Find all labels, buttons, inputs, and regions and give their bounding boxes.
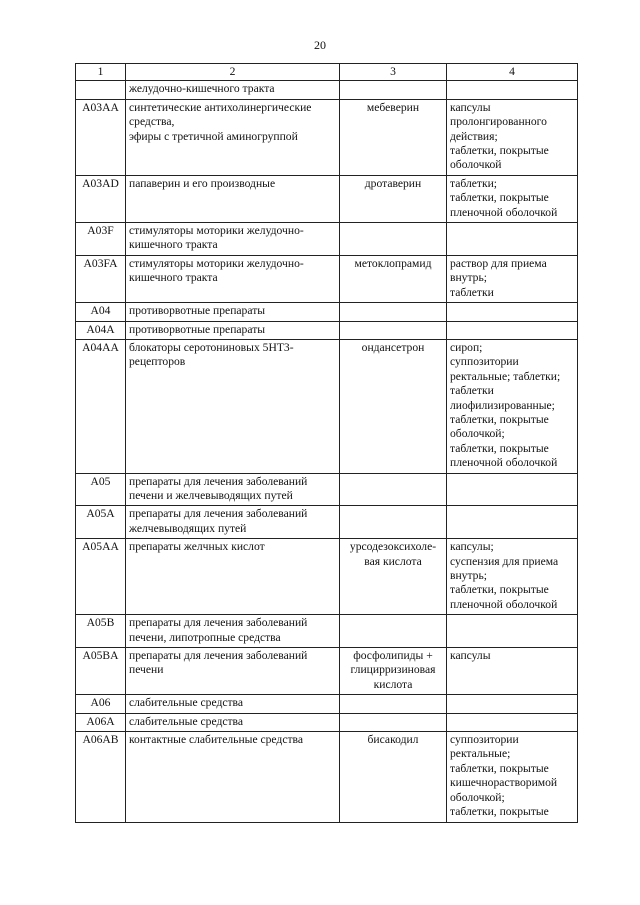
drug-name-cell xyxy=(340,321,447,339)
table-row xyxy=(76,321,578,339)
atc-code-cell-text: A06AB xyxy=(82,733,119,747)
table-row xyxy=(76,695,578,713)
group-name-cell-text: слабительные средства xyxy=(129,714,244,728)
group-name-cell-text: стимуляторы моторики желудочно- кишечного тракта xyxy=(129,224,304,252)
drug-name-cell xyxy=(340,303,447,321)
dosage-form-cell-text: капсулы; суспензия для приема внутрь; таблетки, покрытые пленочной оболочкой xyxy=(450,540,559,611)
group-name-cell-text: препараты для лечения заболеваний печени и желчевыводящих путей xyxy=(129,474,308,502)
group-name-cell-text: синтетические антихолинергические средства, эфиры с третичной аминогруппой xyxy=(129,100,312,143)
group-name-cell-text: папаверин и его производные xyxy=(129,176,276,190)
drug-name-cell-text: мебеверин xyxy=(366,100,420,114)
dosage-form-cell xyxy=(447,303,578,321)
table-row xyxy=(76,99,578,175)
atc-code-cell-text: A06 xyxy=(90,696,111,710)
group-name-cell-text: препараты для лечения заболеваний печени, липотропные средства xyxy=(129,616,308,644)
group-name-cell-text: противорвотные препараты xyxy=(129,322,266,336)
group-name-cell xyxy=(126,695,340,713)
table-row xyxy=(76,539,578,615)
drug-name-cell xyxy=(340,648,447,695)
group-name-cell xyxy=(126,223,340,256)
dosage-form-cell-text: капсулы пролонгированного действия; таблетки, покрытые оболочкой xyxy=(450,100,549,172)
drug-name-cell xyxy=(340,99,447,175)
group-name-cell xyxy=(126,321,340,339)
group-name-cell xyxy=(126,539,340,615)
atc-code-cell-text: A03F xyxy=(87,224,114,238)
page-number: 20 xyxy=(314,38,326,52)
group-name-cell xyxy=(126,81,340,99)
dosage-form-cell xyxy=(447,732,578,822)
group-name-cell xyxy=(126,473,340,506)
group-name-cell-text: препараты желчных кислот xyxy=(129,540,265,554)
atc-code-cell xyxy=(76,175,126,222)
atc-code-cell xyxy=(76,81,126,99)
atc-code-cell xyxy=(76,473,126,506)
group-name-cell xyxy=(126,615,340,648)
group-name-cell-text: блокаторы серотониновых 5НТ3- рецепторов xyxy=(129,340,294,369)
drug-name-cell xyxy=(340,732,447,822)
atc-code-cell-text: A03AA xyxy=(82,100,119,114)
drug-name-cell-text: метоклопрамид xyxy=(354,256,432,270)
dosage-form-cell-text: раствор для приема внутрь; таблетки xyxy=(450,256,547,299)
group-name-cell xyxy=(126,175,340,222)
dosage-form-cell xyxy=(447,339,578,473)
dosage-form-cell-text: суппозитории ректальные; таблетки, покрытые кишечнорастворимой оболочкой; таблетки, покрытые xyxy=(450,733,558,819)
atc-code-cell-text: A03AD xyxy=(82,176,119,190)
drug-name-cell xyxy=(340,506,447,539)
group-name-cell xyxy=(126,303,340,321)
drug-table xyxy=(75,63,578,823)
drug-name-cell-text: дротаверин xyxy=(364,176,422,190)
group-name-cell-text: контактные слабительные средства xyxy=(129,733,304,747)
group-name-cell-text: слабительные средства xyxy=(129,696,244,710)
drug-name-cell xyxy=(340,539,447,615)
dosage-form-cell xyxy=(447,175,578,222)
atc-code-cell xyxy=(76,695,126,713)
table-row xyxy=(76,648,578,695)
atc-code-cell xyxy=(76,732,126,822)
dosage-form-cell xyxy=(447,81,578,99)
atc-code-cell-text: A05AA xyxy=(82,540,119,554)
dosage-form-cell xyxy=(447,539,578,615)
table-row xyxy=(76,615,578,648)
atc-code-cell-text: A03FA xyxy=(83,256,118,270)
column-header-2: 2 xyxy=(126,64,340,81)
atc-code-cell xyxy=(76,303,126,321)
atc-code-cell xyxy=(76,321,126,339)
drug-name-cell xyxy=(340,473,447,506)
group-name-cell xyxy=(126,648,340,695)
column-header-1: 1 xyxy=(76,64,126,81)
drug-name-cell-text: бисакодил xyxy=(367,733,419,747)
atc-code-cell xyxy=(76,648,126,695)
group-name-cell xyxy=(126,506,340,539)
dosage-form-cell xyxy=(447,99,578,175)
table-row xyxy=(76,473,578,506)
drug-name-cell xyxy=(340,81,447,99)
dosage-form-cell xyxy=(447,695,578,713)
group-name-cell-text: препараты для лечения заболеваний желчевыводящих путей xyxy=(129,507,308,535)
atc-code-cell xyxy=(76,615,126,648)
dosage-form-cell xyxy=(447,321,578,339)
group-name-cell-text: препараты для лечения заболеваний печени xyxy=(129,649,308,677)
table-row xyxy=(76,303,578,321)
dosage-form-cell xyxy=(447,223,578,256)
atc-code-cell-text: A05 xyxy=(90,474,111,488)
group-name-cell xyxy=(126,732,340,822)
dosage-form-cell-text: таблетки; таблетки, покрытые пленочной оболочкой xyxy=(450,176,558,219)
atc-code-cell xyxy=(76,506,126,539)
atc-code-cell-text: A04A xyxy=(86,322,115,336)
table-body xyxy=(76,81,578,822)
drug-name-cell xyxy=(340,223,447,256)
dosage-form-cell xyxy=(447,615,578,648)
table-header-row xyxy=(76,64,578,81)
table-row xyxy=(76,732,578,822)
group-name-cell xyxy=(126,255,340,302)
dosage-form-cell xyxy=(447,713,578,731)
dosage-form-cell xyxy=(447,473,578,506)
group-name-cell-text: противорвотные препараты xyxy=(129,304,266,318)
column-header-4: 4 xyxy=(447,64,578,81)
drug-name-cell-text: ондансетрон xyxy=(361,340,425,354)
table-row xyxy=(76,339,578,473)
atc-code-cell-text: A06A xyxy=(86,714,115,728)
atc-code-cell-text: A04AA xyxy=(82,340,119,354)
dosage-form-cell-text: сироп; суппозитории ректальные; таблетки; таблетки лиофилизированные; таблетки, покрытые оболочкой; таблетки, покрытые пленочной оболочкой xyxy=(450,340,561,470)
group-name-cell-text: стимуляторы моторики желудочно- кишечного тракта xyxy=(129,256,304,285)
atc-code-cell-text: A05A xyxy=(86,507,115,521)
column-header-3: 3 xyxy=(340,64,447,81)
atc-code-cell xyxy=(76,339,126,473)
atc-code-cell-text: A05BA xyxy=(82,649,119,663)
atc-code-cell-text: A04 xyxy=(90,304,111,318)
group-name-cell xyxy=(126,713,340,731)
drug-name-cell xyxy=(340,713,447,731)
table-row xyxy=(76,506,578,539)
group-name-cell xyxy=(126,339,340,473)
dosage-form-cell xyxy=(447,255,578,302)
atc-code-cell xyxy=(76,223,126,256)
drug-name-cell-text: фосфолипиды + глицирризиновая кислота xyxy=(350,649,436,691)
atc-code-cell xyxy=(76,99,126,175)
atc-code-cell-text: A05B xyxy=(86,616,115,630)
drug-name-cell xyxy=(340,255,447,302)
table-row xyxy=(76,81,578,99)
atc-code-cell xyxy=(76,539,126,615)
table-row xyxy=(76,175,578,222)
group-name-cell-text: желудочно-кишечного тракта xyxy=(129,82,275,96)
dosage-form-cell xyxy=(447,506,578,539)
atc-code-cell xyxy=(76,713,126,731)
drug-name-cell xyxy=(340,339,447,473)
table-row xyxy=(76,713,578,731)
drug-name-cell-text: урсодезоксихоле- вая кислота xyxy=(349,540,437,568)
group-name-cell xyxy=(126,99,340,175)
dosage-form-cell-text: капсулы xyxy=(450,649,491,663)
table-row xyxy=(76,223,578,256)
drug-name-cell xyxy=(340,695,447,713)
drug-name-cell xyxy=(340,615,447,648)
table-row xyxy=(76,255,578,302)
dosage-form-cell xyxy=(447,648,578,695)
atc-code-cell xyxy=(76,255,126,302)
drug-name-cell xyxy=(340,175,447,222)
